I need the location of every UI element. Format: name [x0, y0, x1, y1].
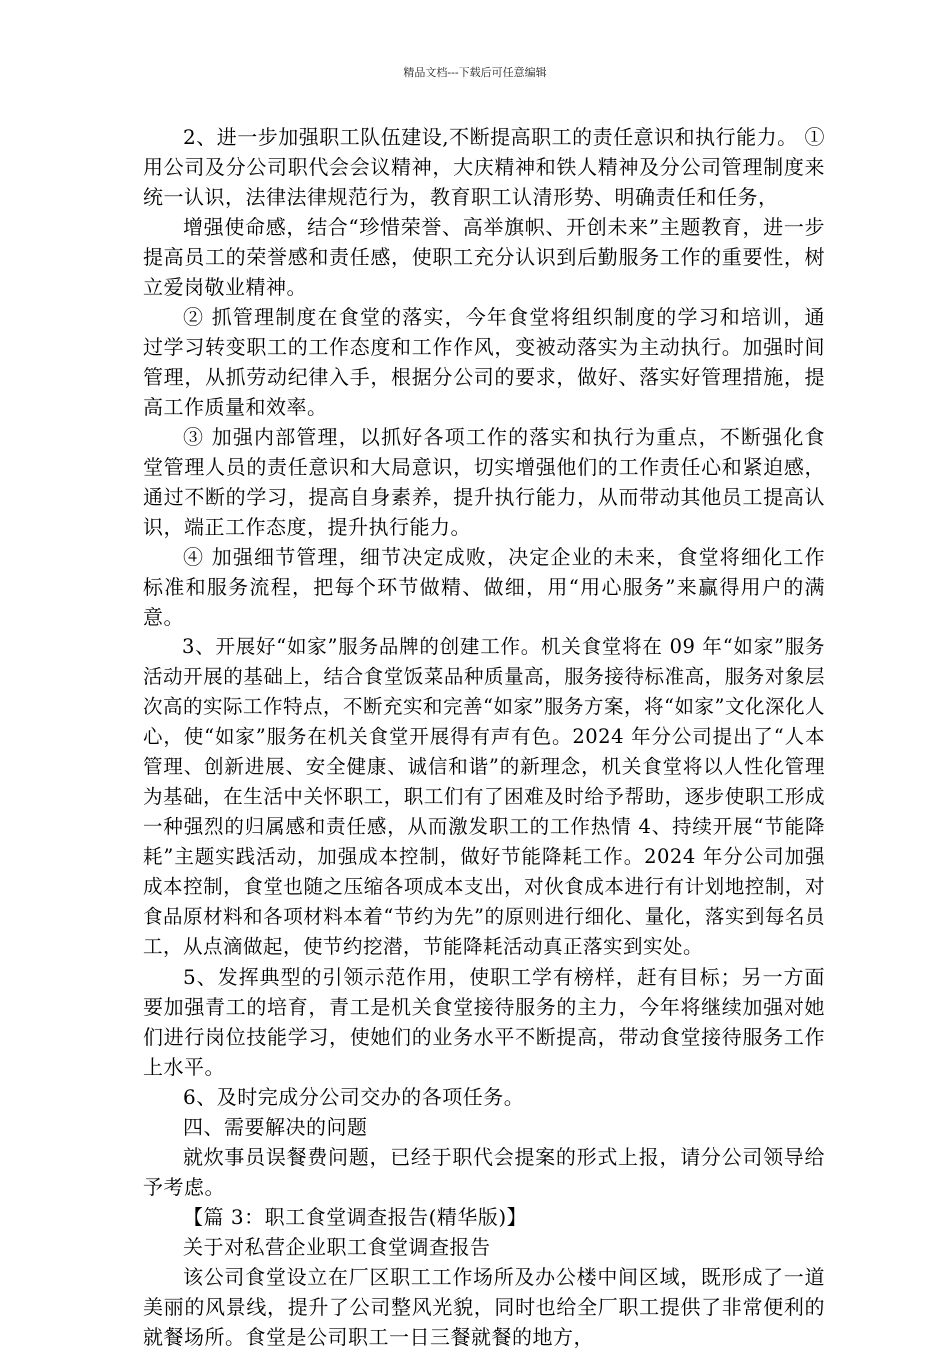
paragraph-mission: 增强使命感，结合“珍惜荣誉、高举旗帜、开创未来”主题教育，进一步提高员工的荣誉感和责任感，使职工充分认识到后勤服务工作的重要性，树立爱岗敬业精神。: [143, 215, 825, 299]
report-title: 关于对私营企业职工食堂调查报告: [183, 1235, 491, 1259]
paragraph-detail-management: ④ 加强细节管理，细节决定成败，决定企业的未来，食堂将细化工作标准和服务流程，把每个环节做精、做细，用“用心服务”来赢得用户的满意。: [143, 545, 825, 629]
paragraph-team-building: 2、进一步加强职工队伍建设,不断提高职工的责任意识和执行能力。 ①用公司及分公司职代会会议精神，大庆精神和铁人精神及分公司管理制度来统一认识，法律法律规范行为，教育职工认清形势、明确责任和任务，: [143, 125, 825, 209]
page-header: 精品文档---下载后可任意编辑: [403, 66, 547, 79]
document-body: [143, 122, 825, 1352]
paragraph-internal-management: ③ 加强内部管理，以抓好各项工作的落实和执行为重点，不断强化食堂管理人员的责任意识和大局意识，切实增强他们的工作责任心和紧迫感，通过不断的学习，提高自身素养，提升执行能力，从而带动其他员工提高认识，端正工作态度，提升执行能力。: [143, 425, 825, 539]
section-heading-issues: 四、需要解决的问题: [183, 1115, 368, 1139]
paragraph-role-model: 5、发挥典型的引领示范作用，使职工学有榜样，赶有目标；另一方面要加强青工的培育，青工是机关食堂接待服务的主力，今年将继续加强对她们进行岗位技能学习，使她们的业务水平不断提高，带动食堂接待服务工作上水平。: [143, 965, 825, 1079]
paragraph-service-brand: 3、开展好“如家”服务品牌的创建工作。机关食堂将在 09 年“如家”服务活动开展的基础上，结合食堂饭菜品种质量高，服务接待标准高，服务对象层次高的实际工作特点，不断充实和完善“如家”服务方案，将“如家”文化深化人心，使“如家”服务在机关食堂开展得有声有色。2024 年分公司提出了“人本管理、创新进展、安全健康、诚信和谐”的新理念，机关食堂将以人性化管理为基础，在生活中关怀职工，职工们有了困难及时给予帮助，逐步使职工形成一种强烈的归属感和责任感，从而激发职工的工作热情 4、持续开展“节能降耗”主题实践活动，加强成本控制，做好节能降耗工作。2024 年分公司加强成本控制，食堂也随之压缩各项成本支出，对伙食成本进行有计划地控制，对食品原材料和各项材料本着“节约为先”的原则进行细化、量化，落实到每名员工，从点滴做起，使节约挖潜，节能降耗活动真正落实到实处。: [143, 635, 825, 958]
paragraph-canteen-location: 该公司食堂设立在厂区职工工作场所及办公楼中间区域，既形成了一道美丽的风景线，提升了公司整风光貌，同时也给全厂职工提供了非常便利的就餐场所。食堂是公司职工一日三餐就餐的地方，: [143, 1265, 825, 1349]
paragraph-meal-allowance: 就炊事员误餐费问题，已经于职代会提案的形式上报，请分公司领导给予考虑。: [143, 1145, 825, 1199]
paragraph-management-system: ② 抓管理制度在食堂的落实，今年食堂将组织制度的学习和培训，通过学习转变职工的工作态度和工作作风，变被动落实为主动执行。加强时间管理，从抓劳动纪律入手，根据分公司的要求，做好、落实好管理措施，提高工作质量和效率。: [143, 305, 825, 419]
section-heading-article-3: 【篇 3：职工食堂调查报告(精华版)】: [183, 1205, 528, 1229]
paragraph-tasks: 6、及时完成分公司交办的各项任务。: [183, 1085, 525, 1109]
